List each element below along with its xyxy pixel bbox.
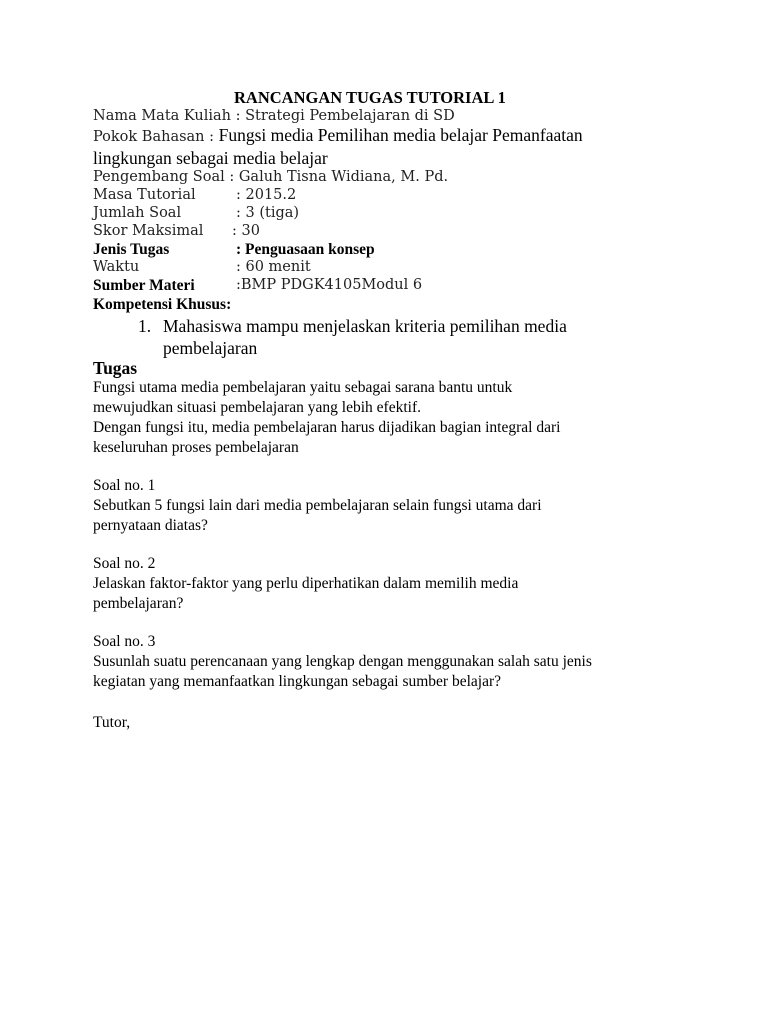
tugas-paragraph-line2: mewujudkan situasi pembelajaran yang lebih efektif. (93, 399, 421, 416)
tutor-signature-label: Tutor, (93, 714, 131, 731)
kompetensi-heading: Kompetensi Khusus: (93, 296, 232, 313)
tugas-heading: Tugas (93, 358, 138, 378)
waktu-value: : 60 menit (236, 259, 311, 275)
jumlah-soal-value: : 3 (tiga) (236, 205, 300, 221)
kompetensi-item-1 (138, 316, 567, 337)
soal-1-label: Soal no. 1 (93, 477, 156, 494)
jenis-tugas-label: Jenis Tugas (93, 241, 170, 258)
document-title: RANCANGAN TUGAS TUTORIAL 1 (234, 88, 506, 107)
soal-1-line1: Sebutkan 5 fungsi lain dari media pembelajaran selain fungsi utama dari (93, 497, 542, 514)
pokok-bahasan-value: Fungsi media Pemilihan media belajar Pemanfaatan (218, 125, 583, 145)
pokok-bahasan-line1 (93, 125, 583, 147)
soal-2-label: Soal no. 2 (93, 555, 156, 572)
sumber-materi-label: Sumber Materi (93, 277, 195, 294)
masa-tutorial-label: Masa Tutorial (93, 187, 196, 203)
jumlah-soal-label: Jumlah Soal (93, 205, 182, 221)
kompetensi-text-line1: Mahasiswa mampu menjelaskan kriteria pemilihan media (163, 316, 567, 336)
sumber-materi-value: :BMP PDGK4105Modul 6 (236, 277, 423, 293)
soal-2-line2: pembelajaran? (93, 595, 184, 612)
pokok-bahasan-label: Pokok Bahasan : (93, 129, 219, 145)
skor-maksimal-label: Skor Maksimal (93, 223, 204, 239)
soal-3-line2: kegiatan yang memanfaatkan lingkungan sebagai sumber belajar? (93, 673, 502, 690)
tugas-paragraph-line3: Dengan fungsi itu, media pembelajaran harus dijadikan bagian integral dari (93, 419, 561, 436)
masa-tutorial-value: : 2015.2 (236, 187, 297, 203)
soal-2-line1: Jelaskan faktor-faktor yang perlu diperhatikan dalam memilih media (93, 575, 519, 592)
waktu-label: Waktu (93, 259, 140, 275)
soal-1-line2: pernyataan diatas? (93, 517, 208, 534)
skor-maksimal-value: : 30 (232, 223, 260, 239)
soal-3-label: Soal no. 3 (93, 633, 156, 650)
kompetensi-text-line2: pembelajaran (163, 338, 258, 358)
pengembang-soal: Pengembang Soal : Galuh Tisna Widiana, M. Pd. (93, 169, 449, 185)
jenis-tugas-value: : Penguasaan konsep (236, 241, 375, 258)
pokok-bahasan-line2: lingkungan sebagai media belajar (93, 148, 328, 168)
nama-mata-kuliah: Nama Mata Kuliah : Strategi Pembelajaran di SD (93, 108, 455, 124)
tugas-paragraph-line1: Fungsi utama media pembelajaran yaitu sebagai sarana bantu untuk (93, 379, 513, 396)
soal-3-line1: Susunlah suatu perencanaan yang lengkap dengan menggunakan salah satu jenis (93, 653, 592, 670)
tugas-paragraph-line4: keseluruhan proses pembelajaran (93, 439, 299, 456)
kompetensi-number: 1. (138, 316, 152, 336)
